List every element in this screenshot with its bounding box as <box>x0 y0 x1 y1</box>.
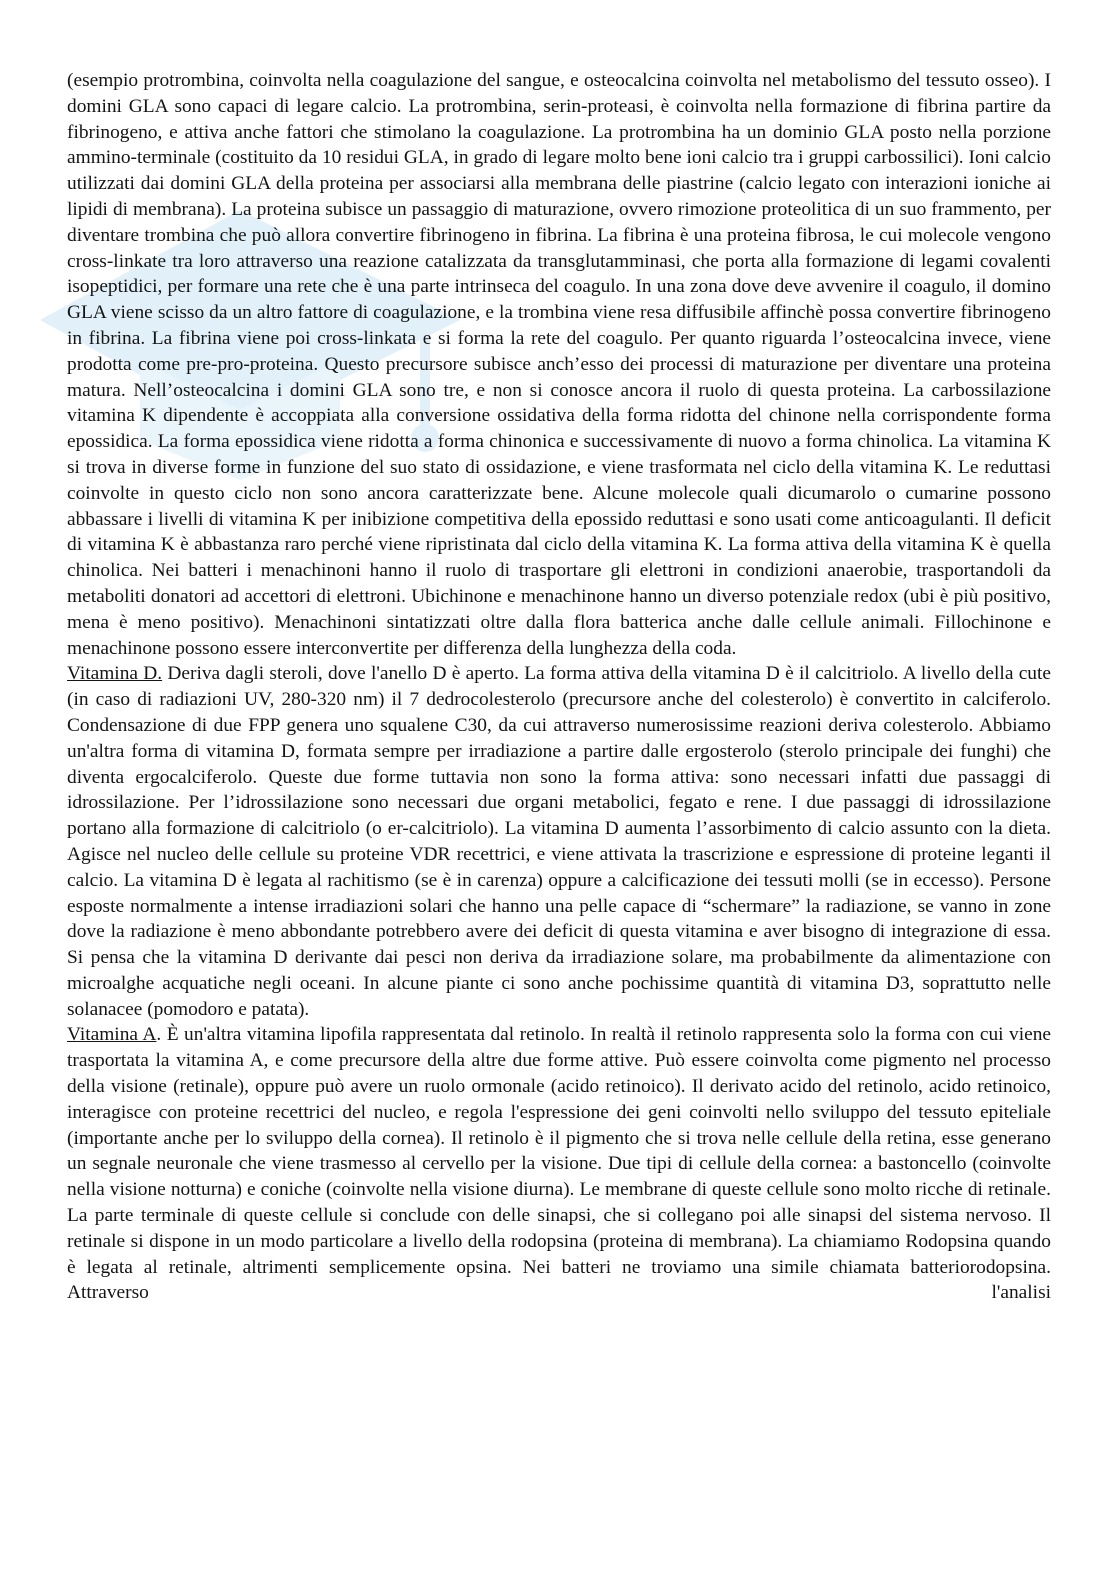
document-page <box>67 68 1051 1306</box>
paragraph-text: (esempio protrombina, coinvolta nella coagulazione del sangue, e osteocalcina coinvolta nel metabolismo del tessuto osseo). I domini GLA sono capaci di legare calcio. La protrombina, serin-proteasi, è coinvolta nella formazione di fibrina partire da fibrinogeno, e attiva anche fattori che stimolano la coagulazione. La protrombina ha un dominio GLA posto nella porzione ammino-terminale (costituito da 10 residui GLA, in grado di legare molto bene ioni calcio tra i gruppi carbossilici). Ioni calcio utilizzati dai domini GLA della proteina per associarsi alla membrana delle piastrine (calcio legato con interazioni ioniche ai lipidi di membrana). La proteina subisce un passaggio di maturazione, ovvero rimozione proteolitica di un suo frammento, per diventare trombina che può allora convertire fibrinogeno in fibrina. La fibrina è una proteina fibrosa, le cui molecole vengono cross-linkate tra loro attraverso una reazione catalizzata da transglutamminasi, che porta alla formazione di legami covalenti isopeptidici, per formare una rete che è una parte intrinseca del coagulo. In una zona dove deve avvenire il coagulo, il domino GLA viene scisso da un altro fattore di coagulazione, e la trombina viene resa diffusibile affinchè possa convertire fibrinogeno in fibrina. La fibrina viene poi cross-linkata e si forma la rete del coagulo. Per quanto riguarda l’osteocalcina invece, viene prodotta come pre-pro-proteina. Questo precursore subisce anch’esso dei processi di maturazione per diventare una proteina matura. Nell’osteocalcina i domini GLA sono tre, e non si conosce ancora il ruolo di questa proteina. La carbossilazione vitamina K dipendente è accoppiata alla conversione ossidativa della forma ridotta del chinone nella corrispondente forma epossidica. La forma epossidica viene ridotta a forma chinonica e successivamente di nuovo a forma chinolica. La vitamina K si trova in diverse forme in funzione del suo stato di ossidazione, e viene trasformata nel ciclo della vitamina K. Le reduttasi coinvolte in questo ciclo non sono ancora caratterizzate bene. Alcune molecole quali dicumarolo o cumarine possono abbassare i livelli di vitamina K per inibizione competitiva della epossido reduttasi e sono usati come anticoagulanti. Il deficit di vitamina K è abbastanza raro perché viene ripristinata dal ciclo della vitamina K. La forma attiva della vitamina K è quella chinolica. Nei batteri i menachinoni hanno il ruolo di trasportare gli elettroni in condizioni anaerobie, trasportandoli da metaboliti donatori ad accettori di elettroni. Ubichinone e menachinone hanno un diverso potenziale redox (ubi è più positivo, mena è meno positivo). Menachinoni sintatizzati oltre dalla flora batterica anche dalle cellule animali. Fillochinone e menachinone possono essere interconvertite per differenza della lunghezza della coda. <box>67 70 1051 659</box>
paragraph-vitamina-d <box>67 661 1051 1022</box>
paragraph-text: . È un'altra vitamina lipofila rappresentata dal retinolo. In realtà il retinolo rappresenta solo la forma con cui viene trasportata la vitamina A, e come precursore della altre due forme attive. Può essere coinvolta come pigmento nel processo della visione (retinale), oppure può avere un ruolo ormonale (acido retinoico). Il derivato acido del retinolo, acido retinoico, interagisce con proteine recettrici del nucleo, e regola l'espressione dei geni coinvolti nello sviluppo del tessuto epiteliale (importante anche per lo sviluppo della cornea). Il retinolo è il pigmento che si trova nelle cellule della retina, esse generano un segnale neuronale che viene trasmesso al cervello per la visione. Due tipi di cellule della cornea: a bastoncello (coinvolte nella visione notturna) e coniche (coinvolte nella visione diurna). Le membrane di queste cellule sono molto ricche di retinale. La parte terminale di queste cellule si conclude con delle sinapsi, che si collegano poi alle sinapsi del sistema nervoso. Il retinale si dispone in un modo particolare a livello della rodopsina (proteina di membrana). La chiamiamo Rodopsina quando è legata al retinale, altrimenti semplicemente opsina. Nei batteri ne troviamo una simile chiamata batteriorodopsina. Attraverso l'analisi <box>67 1024 1051 1304</box>
paragraph-vitamina-a <box>67 1022 1051 1306</box>
section-heading-vitamina-d: Vitamina D. <box>67 663 163 685</box>
paragraph-text: Deriva dagli steroli, dove l'anello D è aperto. La forma attiva della vitamina D è il calcitriolo. A livello della cute (in caso di radiazioni UV, 280-320 nm) il 7 dedrocolesterolo (precursore anche del colesterolo) è convertito in calciferolo. Condensazione di due FPP genera uno squalene C30, da cui attraverso numerosissime reazioni deriva colesterolo. Abbiamo un'altra forma di vitamina D, formata sempre per irradiazione a partire dalle ergosterolo (sterolo principale dei funghi) che diventa ergocalciferolo. Queste due forme tuttavia non sono la forma attiva: sono necessari infatti due passaggi di idrossilazione. Per l’idrossilazione sono necessari due organi metabolici, fegato e rene. I due passaggi di idrossilazione portano alla formazione di calcitriolo (o er-calcitriolo). La vitamina D aumenta l’assorbimento di calcio assunto con la dieta. Agisce nel nucleo delle cellule su proteine VDR recettrici, e viene attivata la trascrizione e espressione di proteine leganti il calcio. La vitamina D è legata al rachitismo (se è in carenza) oppure a calcificazione dei tessuti molli (se in eccesso). Persone esposte normalmente a intense irradiazioni solari che hanno una pelle capace di “schermare” la radiazione, se vanno in zone dove la radiazione è meno abbondante potrebbero avere dei deficit di questa vitamina e aver bisogno di integrazione di essa. Si pensa che la vitamina D derivante dai pesci non deriva da irradiazione solare, ma probabilmente da alimentazione con microalghe acquatiche negli oceani. In alcune piante ci sono anche pochissime quantità di vitamina D3, soprattutto nelle solanacee (pomodoro e patata). <box>67 663 1051 1020</box>
section-heading-vitamina-a: Vitamina A <box>67 1024 157 1046</box>
paragraph-vitamina-k <box>67 68 1051 661</box>
